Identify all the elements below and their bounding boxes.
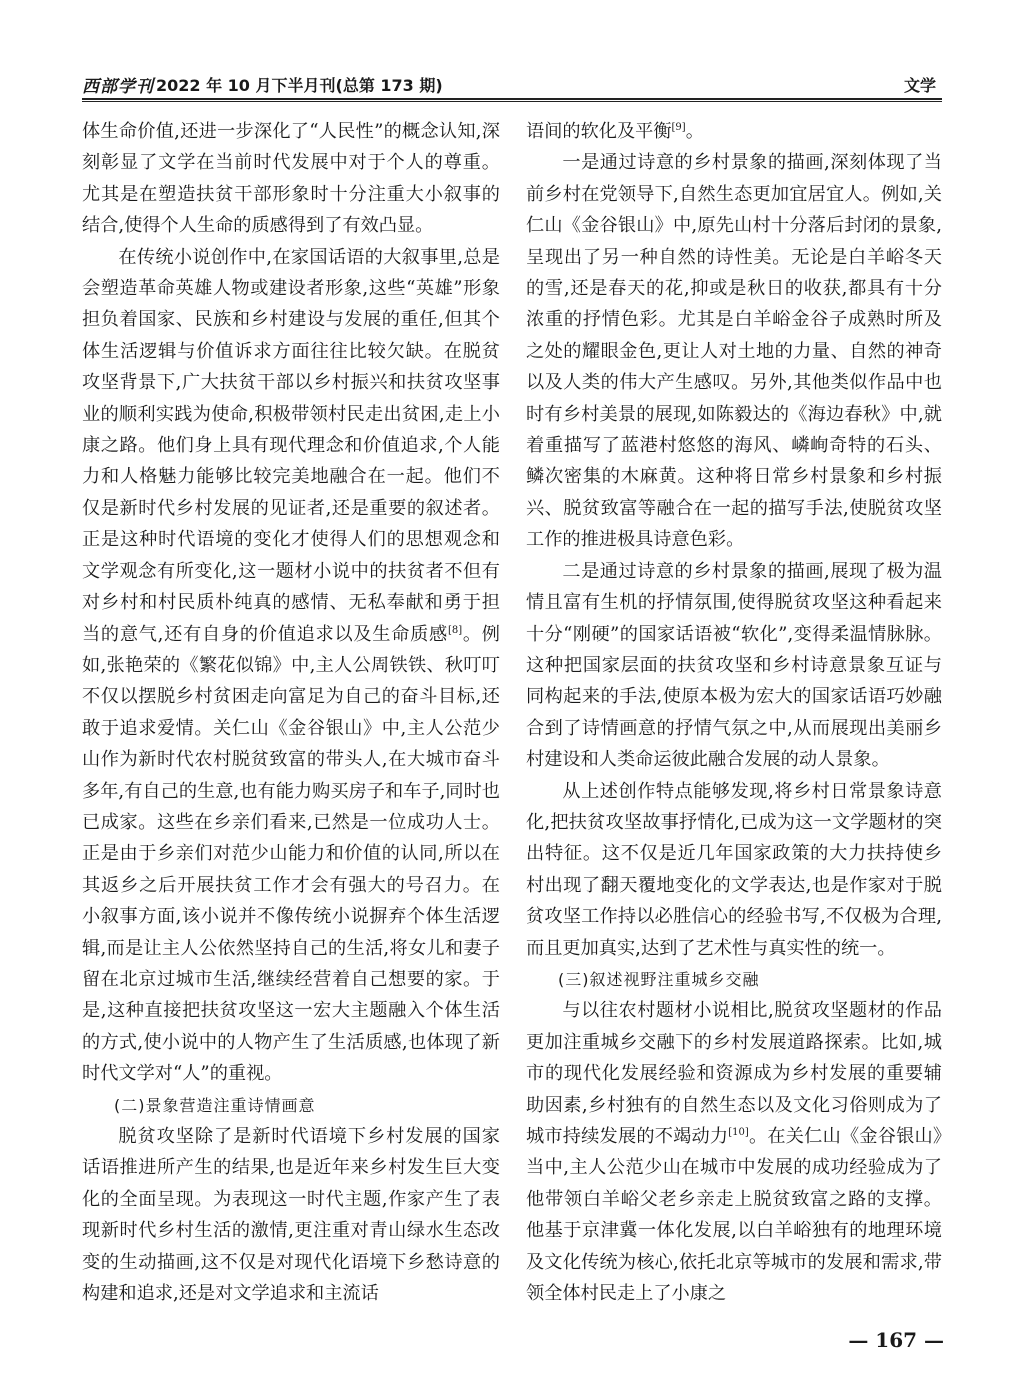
issue-info: 2022 年 10 月下半月刊(总第 173 期) xyxy=(156,76,443,95)
paragraph: 二是通过诗意的乡村景象的描画,展现了极为温情且富有生机的抒情氛围,使得脱贫攻坚这种看起来十分“刚硬”的国家话语被“软化”,变得柔温情脉脉。这种把国家层面的扶贫攻坚和乡村诗意景象互证与同构起来的手法,使原本极为宏大的国家话语巧妙融合到了诗情画意的抒情气氛之中,从而展现出美丽乡村建设和人类命运彼此融合发展的动人景象。 xyxy=(526,560,942,771)
journal-logo: 西部学刊 xyxy=(82,77,154,97)
section-heading: (二)景象营造注重诗情画意 xyxy=(114,1095,316,1115)
paragraph: 体生命价值,还进一步深化了“人民性”的概念认知,深刻彰显了文学在当前时代发展中对于个人的尊重。尤其是在塑造扶贫干部形象时十分注重大小叙事的结合,使得个人生命的质感得到了有效凸显。 xyxy=(82,121,500,237)
citation: [8] xyxy=(447,624,463,636)
section-label: 文学 xyxy=(903,76,936,95)
section-heading: (三)叙述视野注重城乡交融 xyxy=(558,969,760,989)
citation: [10] xyxy=(728,1126,749,1138)
running-header xyxy=(82,70,940,100)
citation: [9] xyxy=(671,121,686,133)
right-column xyxy=(526,116,942,1309)
header-rule-thin xyxy=(82,101,942,102)
paragraph: 从上述创作特点能够发现,将乡村日常景象诗意化,把扶贫攻坚故事抒情化,已成为这一文学题材的突出特征。这不仅是近几年国家政策的大力扶持使乡村出现了翻天覆地变化的文学表达,也是作家对于脱贫攻坚工作持以必胜信心的经验书写,不仅极为合理,而且更加真实,达到了艺术性与真实性的统一。 xyxy=(526,780,942,959)
header-rule xyxy=(82,98,942,100)
left-column xyxy=(82,116,500,1309)
paragraph: 与以往农村题材小说相比,脱贫攻坚题材的作品更加注重城乡交融下的乡村发展道路探索。比如,城市的现代化发展经验和资源成为乡村发展的重要辅助因素,乡村独有的自然生态以及文化习俗则成为了城市持续发展的不竭动力[10]。在关仁山《金谷银山》当中,主人公范少山在城市中发展的成功经验成为了他带领白羊峪父老乡亲走上脱贫致富之路的支撑。他基于京津冀一体化发展,以白羊峪独有的地理环境及文化传统为核心,依托北京等城市的发展和需求,带领全体村民走上了小康之 xyxy=(526,1000,942,1305)
paragraph: 一是通过诗意的乡村景象的描画,深刻体现了当前乡村在党领导下,自然生态更加宜居宜人。例如,关仁山《金谷银山》中,原先山村十分落后封闭的景象,呈现出了另一种自然的诗性美。无论是白羊峪冬天的雪,还是春天的花,抑或是秋日的收获,都具有十分浓重的抒情色彩。尤其是白羊峪金谷子成熟时所及之处的耀眼金色,更让人对土地的力量、自然的神奇以及人类的伟大产生感叹。另外,其他类似作品中也时有乡村美景的展现,如陈毅达的《海边春秋》中,就着重描写了蓝港村悠悠的海风、嶙峋奇特的石头、鳞次密集的木麻黄。这种将日常乡村景象和乡村振兴、脱贫致富等融合在一起的描写手法,使脱贫攻坚工作的推进极具诗意色彩。 xyxy=(526,152,942,551)
paragraph: 脱贫攻坚除了是新时代语境下乡村发展的国家话语推进所产生的结果,也是近年来乡村发生巨大变化的全面呈现。为表现这一时代主题,作家产生了表现新时代乡村生活的激情,更注重对青山绿水生态改变的生动描画,这不仅是对现代化语境下乡愁诗意的构建和追求,还是对文学追求和主流话 xyxy=(82,1126,500,1305)
paragraph: 语间的软化及平衡[9]。 xyxy=(526,121,704,142)
paragraph: 在传统小说创作中,在家国话语的大叙事里,总是会塑造革命英雄人物或建设者形象,这些“英雄”形象担负着国家、民族和乡村建设与发展的重任,但其个体生活逻辑与价值诉求方面往往比较欠缺。在脱贫攻坚背景下,广大扶贫干部以乡村振兴和扶贫攻坚事业的顺利实践为使命,积极带领村民走出贫困,走上小康之路。他们身上具有现代理念和价值追求,个人能力和人格魅力能够比较完美地融合在一起。他们不仅是新时代乡村发展的见证者,还是重要的叙述者。正是这种时代语境的变化才使得人们的思想观念和文学观念有所变化,这一题材小说中的扶贫者不但有对乡村和村民质朴纯真的感情、无私奉献和勇于担当的意气,还有自身的价值追求以及生命质感[8]。例如,张艳荣的《繁花似锦》中,主人公周铁铁、秋叮叮不仅以摆脱乡村贫困走向富足为自己的奋斗目标,还敢于追求爱情。关仁山《金谷银山》中,主人公范少山作为新时代农村脱贫致富的带头人,在大城市奋斗多年,有自己的生意,也有能力购买房子和车子,同时也已成家。这些在乡亲们看来,已然是一位成功人士。正是由于乡亲们对范少山能力和价值的认同,所以在其返乡之后开展扶贫工作才会有强大的号召力。在小叙事方面,该小说并不像传统小说摒弃个体生活逻辑,而是让主人公依然坚持自己的生活,将女儿和妻子留在北京过城市生活,继续经营着自己想要的家。于是,这种直接把扶贫攻坚这一宏大主题融入个体生活的方式,使小说中的人物产生了生活质感,也体现了新时代文学对“人”的重视。 xyxy=(82,246,500,1085)
page-number: — 167 — xyxy=(848,1328,944,1352)
